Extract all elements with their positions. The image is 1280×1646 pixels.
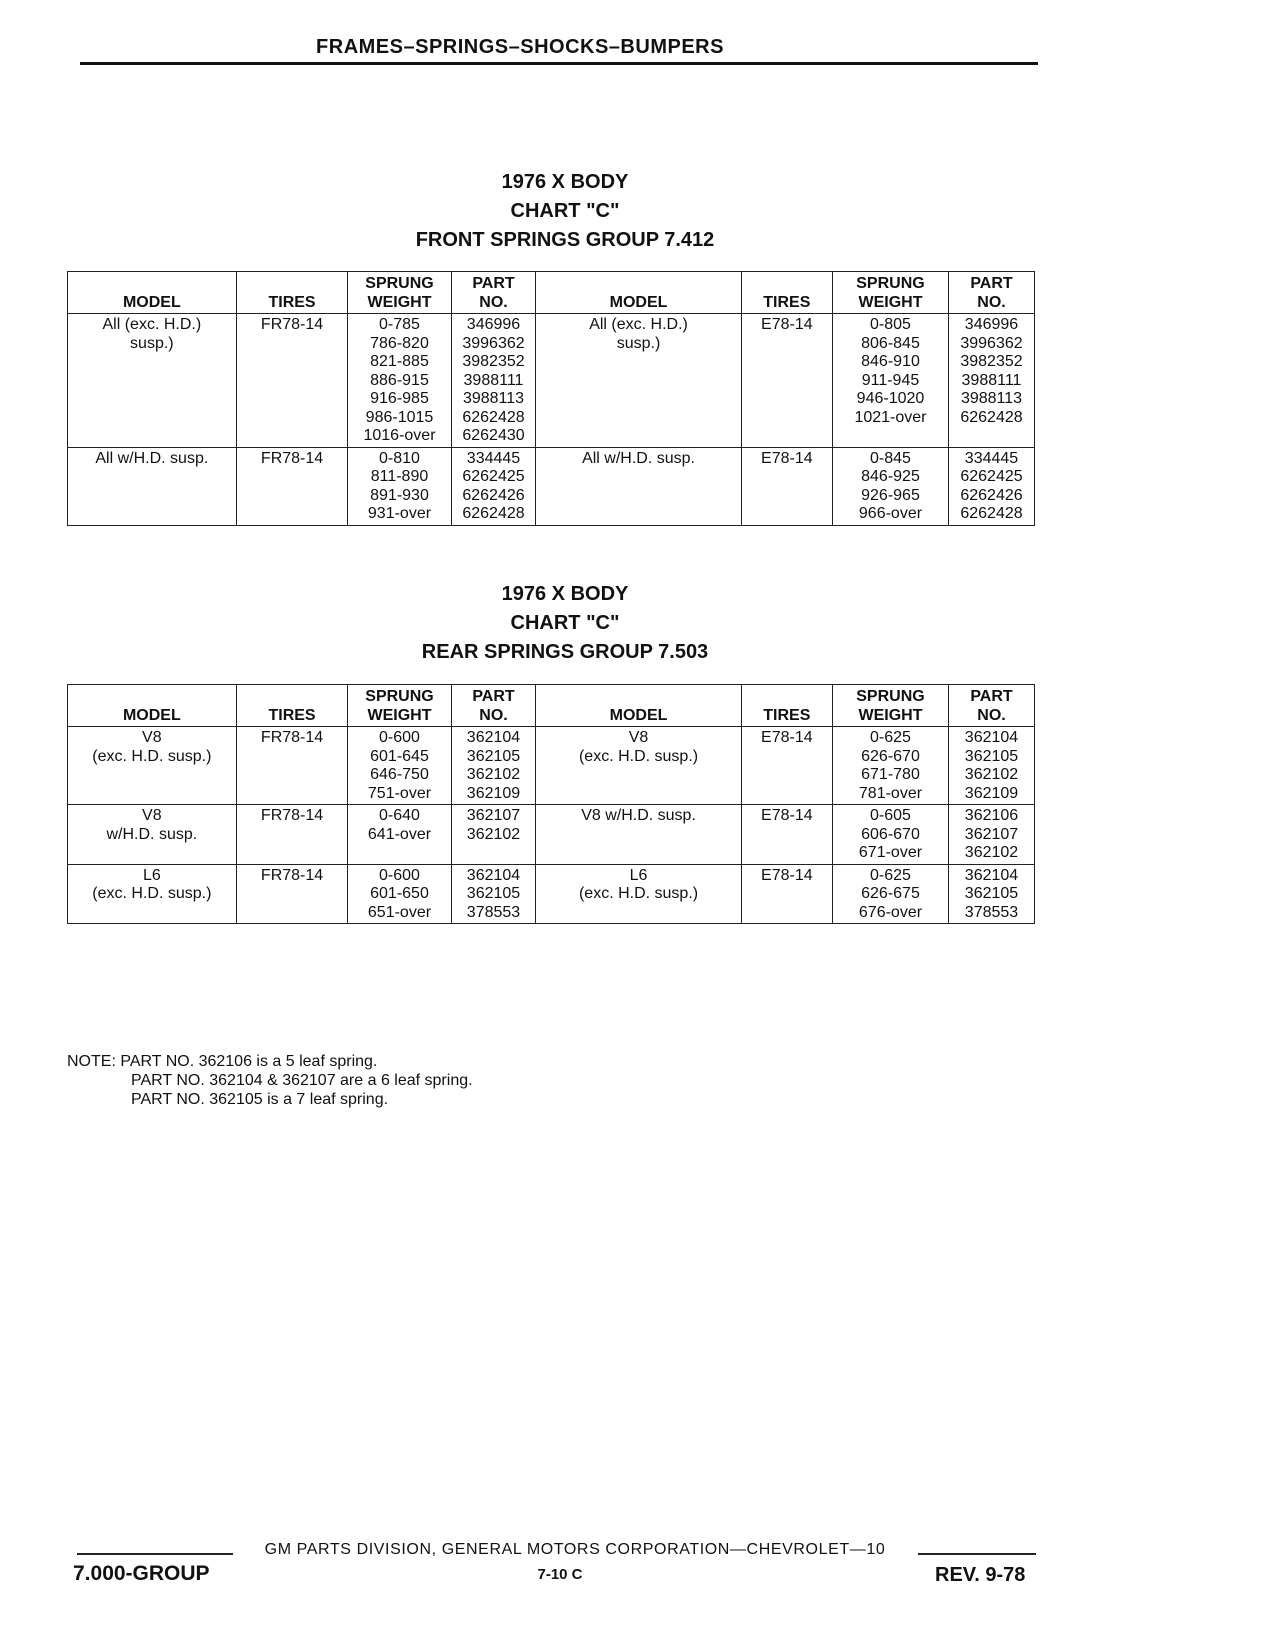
sprung-weight-cell-line: 1016-over	[363, 427, 436, 444]
part-number-cell-line: 362104	[466, 729, 521, 746]
part-number-cell-line: 334445	[964, 449, 1019, 467]
sprung-weight-cell-line: 931-over	[367, 505, 432, 522]
note-line: NOTE: PART NO. 362106 is a 5 leaf spring.	[67, 1053, 378, 1070]
sprung-weight-cell-line: 671-over	[858, 844, 923, 861]
col-header-text: SPRUNG	[856, 275, 925, 292]
sprung-weight-cell-line: 846-925	[861, 468, 920, 485]
col-header-text: SPRUNG	[856, 688, 925, 705]
part-number-cell-line: 3988111	[463, 371, 524, 389]
sprung-weight-cell-line: 0-625	[870, 729, 911, 746]
part-number-cell	[949, 447, 1035, 525]
section-title: FRAMES–SPRINGS–SHOCKS–BUMPERS	[316, 36, 724, 58]
sprung-weight-cell-line: 986-1015	[365, 408, 434, 426]
part-number-cell	[949, 864, 1035, 924]
part-number-cell-line: 6262425	[462, 468, 525, 485]
model-cell	[536, 314, 741, 448]
front-chart-heading	[0, 168, 1130, 255]
footer-group-number: 7.000-GROUP	[73, 1562, 210, 1585]
sprung-weight-cell-line: 0-845	[870, 449, 911, 467]
part-number-cell	[451, 447, 536, 525]
model-cell-line: (exc. H.D. susp.)	[578, 747, 699, 765]
part-number-cell-line: 3988113	[462, 390, 525, 407]
col-header-text: WEIGHT	[858, 707, 923, 724]
rear-chart-heading	[0, 580, 1130, 667]
col-header-text: WEIGHT	[858, 294, 923, 311]
col-header-sprung-weight	[348, 272, 451, 314]
part-number-cell	[451, 805, 536, 865]
sprung-weight-cell	[832, 447, 948, 525]
part-number-cell	[451, 864, 536, 924]
sprung-weight-cell-line: 651-over	[367, 903, 432, 921]
footer-revision: REV. 9-78	[935, 1564, 1026, 1586]
model-cell	[68, 447, 237, 525]
front-heading-line-1: 1976 X BODY	[501, 171, 629, 193]
sprung-weight-cell-line: 0-605	[870, 807, 911, 824]
tires-cell: E78-14	[741, 805, 832, 865]
part-number-cell-line: 6262425	[960, 468, 1023, 485]
col-header-tires: TIRES	[741, 685, 832, 727]
sprung-weight-cell	[348, 447, 451, 525]
sprung-weight-cell-line: 0-785	[379, 316, 420, 333]
part-number-cell-line: 6262428	[462, 505, 525, 522]
note-line: PART NO. 362105 is a 7 leaf spring.	[131, 1091, 389, 1108]
front-springs-table	[67, 271, 1035, 526]
sprung-weight-cell-line: 781-over	[858, 784, 923, 802]
footer-page-number: 7-10 C	[537, 1566, 583, 1583]
table-row	[68, 805, 1035, 865]
sprung-weight-cell	[832, 314, 948, 448]
part-number-cell-line: 362107	[466, 807, 521, 824]
part-number-cell-line: 362107	[964, 825, 1019, 843]
sprung-weight-cell	[348, 864, 451, 924]
sprung-weight-cell-line: 916-985	[370, 390, 429, 407]
col-header-model: MODEL	[536, 272, 741, 314]
sprung-weight-cell-line: 676-over	[858, 903, 923, 921]
sprung-weight-cell-line: 811-890	[370, 468, 429, 485]
sprung-weight-cell-line: 0-600	[379, 866, 420, 884]
rear-heading-line-2: CHART "C"	[510, 612, 620, 634]
part-number-cell-line: 3988113	[960, 390, 1023, 407]
model-cell	[68, 314, 237, 448]
table-row	[68, 727, 1035, 805]
sprung-weight-cell-line: 626-670	[861, 747, 920, 765]
table-header-row	[68, 272, 1035, 314]
footer-rule-left	[77, 1553, 233, 1555]
model-cell-line: V8	[142, 807, 162, 824]
model-cell-line: All w/H.D. susp.	[95, 449, 209, 467]
tires-cell: E78-14	[741, 864, 832, 924]
model-cell-line: V8 w/H.D. susp.	[581, 807, 696, 824]
part-number-cell-line: 362109	[964, 784, 1019, 802]
part-number-cell-line: 378553	[466, 903, 521, 921]
sprung-weight-cell-line: 0-640	[379, 807, 420, 824]
part-number-cell-line: 6262430	[462, 427, 525, 444]
sprung-weight-cell	[348, 805, 451, 865]
tires-cell: FR78-14	[236, 447, 348, 525]
sprung-weight-cell-line: 946-1020	[856, 390, 925, 407]
sprung-weight-cell-line: 846-910	[861, 353, 920, 370]
sprung-weight-cell-line: 0-810	[379, 449, 420, 467]
sprung-weight-cell-line: 786-820	[370, 334, 429, 352]
col-header-tires: TIRES	[236, 272, 348, 314]
col-header-part-no	[451, 272, 536, 314]
col-header-text: PART	[472, 688, 515, 705]
rear-heading-line-1: 1976 X BODY	[501, 583, 629, 605]
table-row	[68, 447, 1035, 525]
sprung-weight-cell-line: 601-650	[370, 885, 429, 902]
part-number-cell-line: 362105	[466, 885, 521, 902]
part-number-cell-line: 362102	[964, 844, 1019, 861]
part-number-cell	[949, 727, 1035, 805]
part-number-cell-line: 362102	[466, 766, 521, 783]
part-number-cell-line: 3982352	[462, 353, 525, 370]
col-header-text: PART	[970, 275, 1013, 292]
tires-cell: E78-14	[741, 314, 832, 448]
part-number-cell-line: 6262426	[960, 486, 1023, 504]
col-header-text: SPRUNG	[365, 275, 434, 292]
model-cell	[68, 805, 237, 865]
col-header-text: PART	[472, 275, 515, 292]
header-rule	[80, 62, 1038, 65]
part-number-cell-line: 362106	[964, 807, 1019, 824]
col-header-sprung-weight	[832, 272, 948, 314]
model-cell-line: L6	[629, 866, 648, 884]
col-header-part-no	[949, 272, 1035, 314]
sprung-weight-cell-line: 886-915	[370, 371, 429, 389]
part-number-cell-line: 3988111	[961, 371, 1022, 389]
rear-springs-table	[67, 684, 1035, 924]
sprung-weight-cell	[832, 864, 948, 924]
col-header-model: MODEL	[68, 685, 237, 727]
tires-cell: E78-14	[741, 447, 832, 525]
col-header-text: WEIGHT	[367, 294, 432, 311]
col-header-sprung-weight	[832, 685, 948, 727]
tires-cell: FR78-14	[236, 727, 348, 805]
part-number-cell-line: 362105	[964, 885, 1019, 902]
part-number-cell-line: 6262428	[960, 505, 1023, 522]
part-number-cell-line: 6262428	[462, 408, 525, 426]
part-number-cell-line: 378553	[964, 903, 1019, 921]
part-number-cell-line: 362104	[964, 729, 1019, 746]
col-header-part-no	[949, 685, 1035, 727]
model-cell-line: w/H.D. susp.	[106, 825, 198, 843]
sprung-weight-cell	[348, 727, 451, 805]
model-cell	[536, 864, 741, 924]
model-cell-line: All (exc. H.D.)	[102, 316, 202, 333]
part-number-cell	[451, 314, 536, 448]
tires-cell: FR78-14	[236, 805, 348, 865]
sprung-weight-cell-line: 601-645	[370, 747, 429, 765]
col-header-tires: TIRES	[236, 685, 348, 727]
sprung-weight-cell	[348, 314, 451, 448]
note-line: PART NO. 362104 & 362107 are a 6 leaf spring.	[131, 1072, 473, 1089]
part-number-cell-line: 6262428	[960, 408, 1023, 426]
col-header-model: MODEL	[68, 272, 237, 314]
part-number-cell-line: 3982352	[960, 353, 1023, 370]
sprung-weight-cell-line: 0-625	[870, 866, 911, 884]
part-number-cell	[451, 727, 536, 805]
model-cell	[536, 447, 741, 525]
table-row	[68, 864, 1035, 924]
model-cell	[536, 727, 741, 805]
sprung-weight-cell-line: 806-845	[861, 334, 920, 352]
part-number-cell-line: 362102	[964, 766, 1019, 783]
col-header-text: NO.	[977, 707, 1006, 724]
footer-publisher: GM PARTS DIVISION, GENERAL MOTORS CORPORATION—CHEVROLET—10	[264, 1541, 886, 1558]
sprung-weight-cell	[832, 805, 948, 865]
part-number-cell-line: 362104	[466, 866, 521, 884]
col-header-sprung-weight	[348, 685, 451, 727]
sprung-weight-cell-line: 821-885	[370, 353, 429, 370]
part-number-cell-line: 362105	[466, 747, 521, 765]
sprung-weight-cell-line: 671-780	[861, 766, 920, 783]
part-number-cell-line: 334445	[466, 449, 521, 467]
col-header-text: SPRUNG	[365, 688, 434, 705]
model-cell-line: V8	[142, 729, 162, 746]
part-number-cell	[949, 805, 1035, 865]
col-header-text: WEIGHT	[367, 707, 432, 724]
sprung-weight-cell-line: 966-over	[858, 505, 923, 522]
model-cell	[536, 805, 741, 865]
sprung-weight-cell-line: 0-805	[870, 316, 911, 333]
front-heading-line-3: FRONT SPRINGS GROUP 7.412	[415, 229, 715, 251]
part-number-cell-line: 6262426	[462, 486, 525, 504]
sprung-weight-cell-line: 646-750	[370, 766, 429, 783]
col-header-tires: TIRES	[741, 272, 832, 314]
model-cell-line: All (exc. H.D.)	[589, 316, 688, 333]
sprung-weight-cell-line: 926-965	[861, 486, 920, 504]
part-number-cell	[949, 314, 1035, 448]
part-number-cell-line: 346996	[466, 316, 521, 333]
model-cell-line: All w/H.D. susp.	[582, 449, 695, 467]
front-heading-line-2: CHART "C"	[510, 200, 620, 222]
col-header-text: PART	[970, 688, 1013, 705]
table-row	[68, 314, 1035, 448]
part-number-cell-line: 3996362	[960, 334, 1023, 352]
part-number-cell-line: 362105	[964, 747, 1019, 765]
sprung-weight-cell-line: 641-over	[367, 825, 432, 843]
part-number-cell-line: 362104	[964, 866, 1019, 884]
sprung-weight-cell-line: 606-670	[861, 825, 920, 843]
col-header-model: MODEL	[536, 685, 741, 727]
sprung-weight-cell-line: 0-600	[379, 729, 420, 746]
sprung-weight-cell-line: 891-930	[370, 486, 429, 504]
tires-cell: FR78-14	[236, 864, 348, 924]
sprung-weight-cell-line: 751-over	[367, 784, 432, 802]
rear-heading-line-3: REAR SPRINGS GROUP 7.503	[421, 641, 709, 663]
col-header-text: NO.	[977, 294, 1006, 311]
col-header-text: NO.	[479, 707, 508, 724]
part-number-cell-line: 3996362	[462, 334, 525, 352]
table-header-row	[68, 685, 1035, 727]
model-cell-line: (exc. H.D. susp.)	[92, 747, 212, 765]
sprung-weight-cell-line: 626-675	[861, 885, 920, 902]
tires-cell: E78-14	[741, 727, 832, 805]
model-cell	[68, 864, 237, 924]
col-header-part-no	[451, 685, 536, 727]
model-cell-line: (exc. H.D. susp.)	[92, 885, 212, 902]
part-number-cell-line: 362109	[466, 784, 521, 802]
sprung-weight-cell-line: 911-945	[861, 371, 920, 389]
part-number-cell-line: 346996	[964, 316, 1019, 333]
footer-rule-right	[918, 1553, 1036, 1555]
model-cell-line: susp.)	[130, 334, 174, 352]
model-cell	[68, 727, 237, 805]
col-header-text: NO.	[479, 294, 508, 311]
model-cell-line: susp.)	[616, 334, 661, 352]
sprung-weight-cell-line: 1021-over	[854, 408, 927, 426]
model-cell-line: L6	[142, 866, 161, 884]
model-cell-line: V8	[628, 729, 649, 746]
leaf-spring-note	[67, 1052, 473, 1109]
tires-cell: FR78-14	[236, 314, 348, 448]
part-number-cell-line: 362102	[466, 825, 521, 843]
sprung-weight-cell	[832, 727, 948, 805]
model-cell-line: (exc. H.D. susp.)	[578, 885, 699, 902]
